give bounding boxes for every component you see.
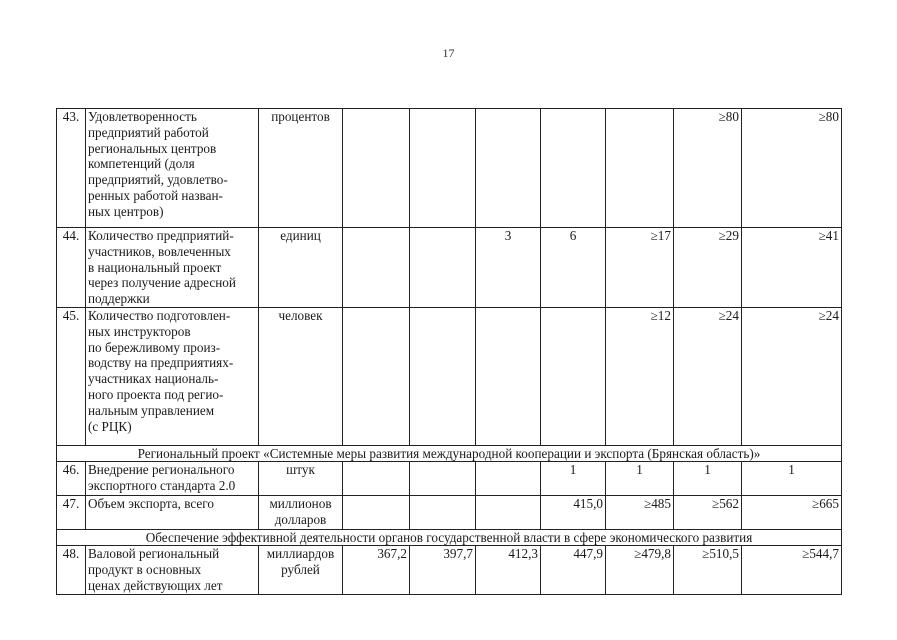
indicator-value: ≥29 [674, 228, 742, 308]
indicator-value: ≥510,5 [674, 546, 742, 595]
indicator-name: Удовлетворенность предприятий работой региональных центров компетенций (доля предприятий, удовлетво- ренных работой назван- ных центров) [86, 109, 259, 228]
section-row [57, 530, 842, 546]
indicators-table-body [57, 109, 842, 595]
indicator-value [476, 109, 541, 228]
indicator-unit: штук [259, 462, 343, 496]
indicator-value: 3 [476, 228, 541, 308]
indicator-value: ≥12 [606, 308, 674, 446]
indicator-value: 397,7 [410, 546, 476, 595]
indicator-value: 1 [674, 462, 742, 496]
indicator-name: Количество предприятий- участников, вовлеченных в национальный проект через получение адресной поддержки [86, 228, 259, 308]
indicator-name: Объем экспорта, всего [86, 496, 259, 530]
indicator-value: 6 [541, 228, 606, 308]
indicator-value [410, 109, 476, 228]
indicator-value [606, 109, 674, 228]
indicator-value: 412,3 [476, 546, 541, 595]
indicator-value: ≥562 [674, 496, 742, 530]
indicator-name: Количество подготовлен- ных инструкторов по бережливому произ- водству на предприятиях- участниках националь- ного проекта под регио- нальным управлением (с РЦК) [86, 308, 259, 446]
indicator-value: 1 [742, 462, 842, 496]
indicator-value [410, 496, 476, 530]
indicator-value [410, 462, 476, 496]
indicator-row [57, 228, 842, 308]
indicator-number: 44. [57, 228, 86, 308]
indicator-value: 1 [541, 462, 606, 496]
indicator-row [57, 546, 842, 595]
indicator-value [343, 496, 410, 530]
indicator-value [476, 496, 541, 530]
indicator-value [343, 462, 410, 496]
indicator-value: ≥544,7 [742, 546, 842, 595]
indicator-value [476, 462, 541, 496]
indicator-value: 1 [606, 462, 674, 496]
indicator-value: ≥24 [742, 308, 842, 446]
indicator-value [541, 109, 606, 228]
indicator-value: ≥479,8 [606, 546, 674, 595]
indicator-unit: единиц [259, 228, 343, 308]
section-title: Обеспечение эффективной деятельности органов государственной власти в сфере экономического развития [57, 530, 842, 546]
indicator-value: 367,2 [343, 546, 410, 595]
indicator-name: Внедрение регионального экспортного стандарта 2.0 [86, 462, 259, 496]
indicator-value [476, 308, 541, 446]
indicator-row [57, 109, 842, 228]
indicator-value: ≥665 [742, 496, 842, 530]
indicator-value [410, 228, 476, 308]
indicator-number: 47. [57, 496, 86, 530]
indicator-value [410, 308, 476, 446]
indicator-name: Валовой региональный продукт в основных ценах действующих лет [86, 546, 259, 595]
section-row [57, 446, 842, 462]
indicator-value [343, 109, 410, 228]
indicator-unit: миллиардов рублей [259, 546, 343, 595]
indicator-value: 415,0 [541, 496, 606, 530]
indicator-number: 48. [57, 546, 86, 595]
indicator-value: ≥24 [674, 308, 742, 446]
indicator-unit: человек [259, 308, 343, 446]
indicator-value: ≥41 [742, 228, 842, 308]
indicator-row [57, 496, 842, 530]
section-title: Региональный проект «Системные меры развития международной кооперации и экспорта (Брянская область)» [57, 446, 842, 462]
indicator-value: ≥80 [674, 109, 742, 228]
indicator-unit: миллионов долларов [259, 496, 343, 530]
indicator-value: ≥17 [606, 228, 674, 308]
page-number: 17 [442, 46, 455, 60]
indicator-number: 46. [57, 462, 86, 496]
indicator-row [57, 308, 842, 446]
indicator-value: ≥485 [606, 496, 674, 530]
indicator-value [343, 228, 410, 308]
indicator-value [541, 308, 606, 446]
indicator-value [343, 308, 410, 446]
indicator-value: 447,9 [541, 546, 606, 595]
indicator-number: 45. [57, 308, 86, 446]
indicators-table [56, 108, 842, 595]
indicator-value: ≥80 [742, 109, 842, 228]
indicator-unit: процентов [259, 109, 343, 228]
indicator-number: 43. [57, 109, 86, 228]
indicator-row [57, 462, 842, 496]
